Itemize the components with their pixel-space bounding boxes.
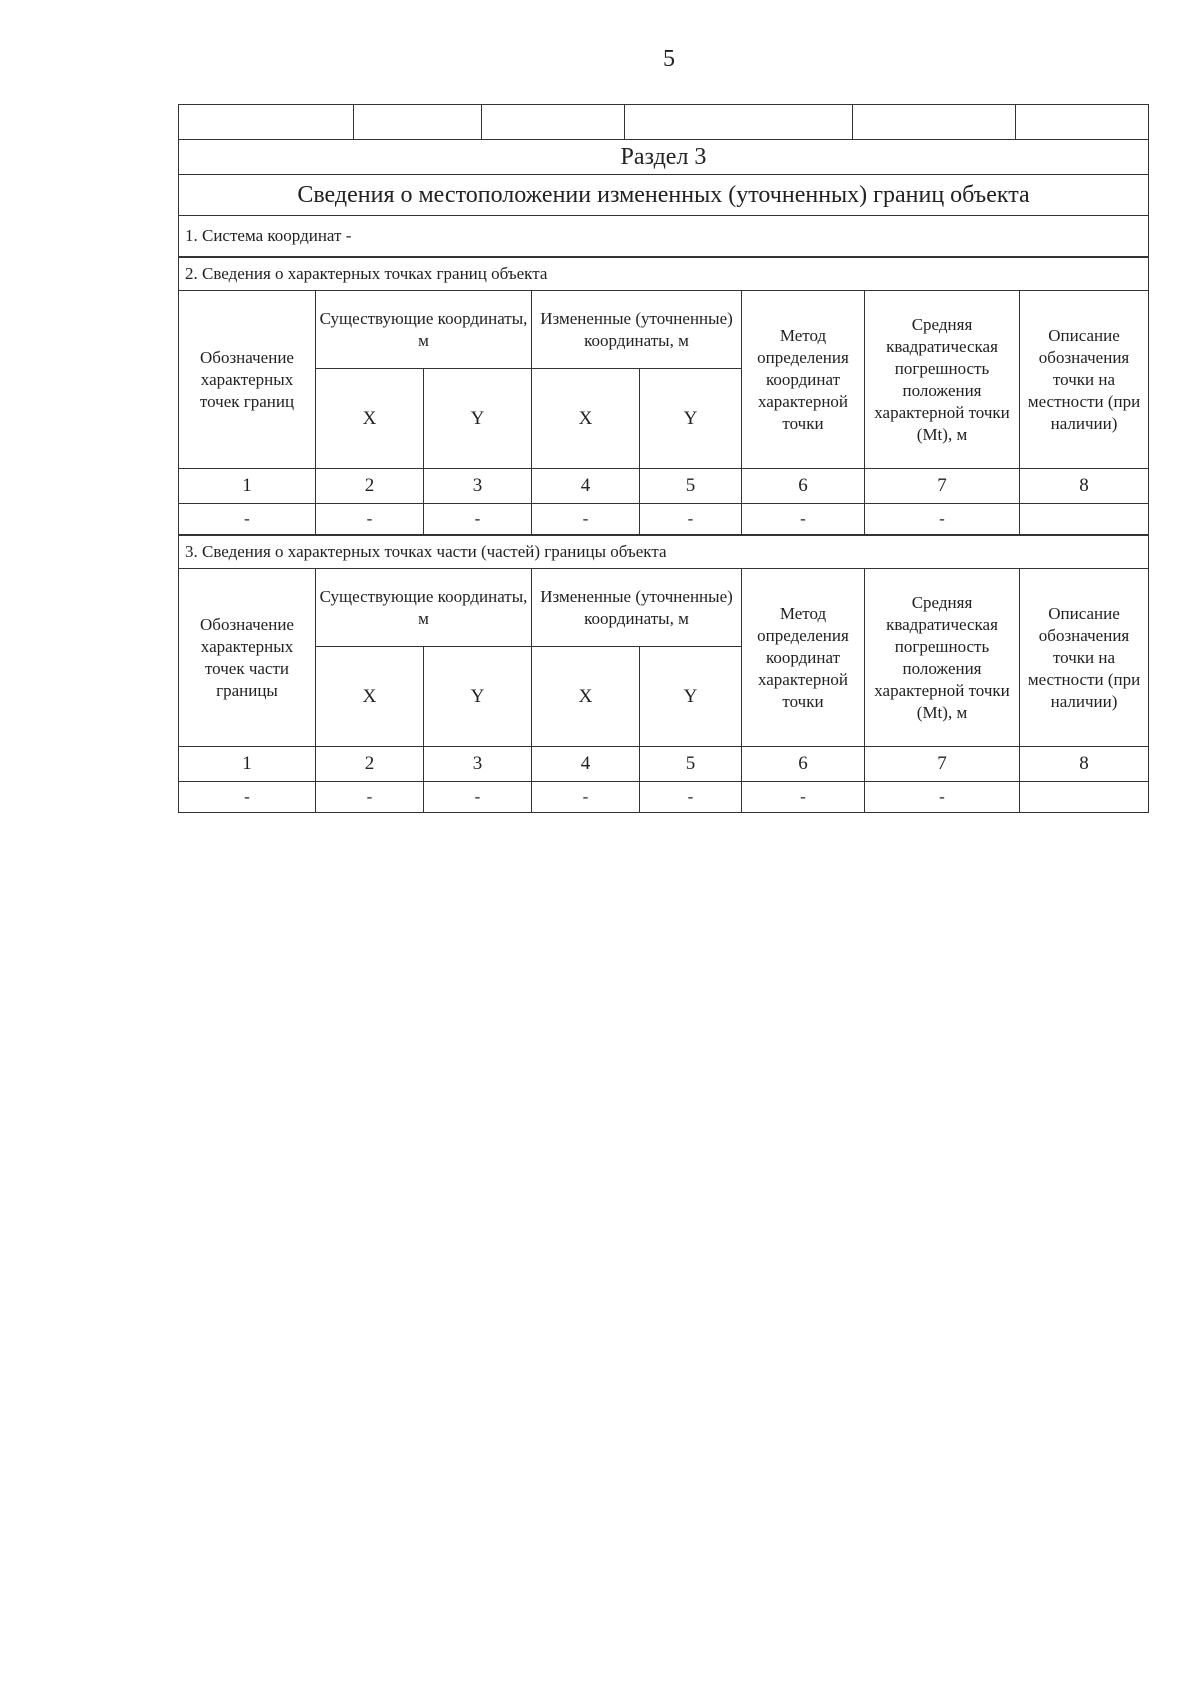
col-point-description: Описание обозначения точки на местности (при наличии) — [1020, 291, 1149, 469]
col-existing-y: Y — [424, 369, 532, 469]
col-changed-x: X — [532, 647, 640, 747]
col-existing-coords: Существующие координаты, м — [316, 569, 532, 647]
section-title: Раздел 3 — [179, 140, 1149, 175]
col-existing-x: X — [316, 647, 424, 747]
table-cell: - — [316, 782, 424, 813]
column-number: 1 — [179, 747, 316, 782]
column-number: 8 — [1020, 469, 1149, 504]
col-mean-square-error: Средняя квадратическая погрешность положения характерной точки (Mt), м — [865, 569, 1020, 747]
empty-cell — [1016, 105, 1149, 140]
col-changed-coords: Измененные (уточненные) координаты, м — [532, 569, 742, 647]
col-existing-y: Y — [424, 647, 532, 747]
col-changed-y: Y — [640, 369, 742, 469]
column-numbers-row — [179, 747, 1149, 782]
table-cell: - — [742, 504, 865, 535]
table-cell: - — [865, 782, 1020, 813]
col-method: Метод определения координат характерной точки — [742, 291, 865, 469]
table-cell: - — [179, 504, 316, 535]
table-cell: - — [316, 504, 424, 535]
table-cell: - — [532, 504, 640, 535]
section-3-document — [178, 104, 1148, 813]
empty-cell — [625, 105, 853, 140]
boundary-part-points-table — [178, 535, 1149, 813]
section-header-table — [178, 104, 1149, 257]
column-number: 4 — [532, 469, 640, 504]
empty-cell — [354, 105, 482, 140]
column-number: 1 — [179, 469, 316, 504]
col-method: Метод определения координат характерной точки — [742, 569, 865, 747]
table-cell: - — [532, 782, 640, 813]
table-cell: - — [424, 782, 532, 813]
column-numbers-row — [179, 469, 1149, 504]
empty-cell — [482, 105, 625, 140]
table-cell: - — [640, 782, 742, 813]
table-cell: - — [179, 782, 316, 813]
column-number: 7 — [865, 747, 1020, 782]
table-cell: - — [640, 504, 742, 535]
table-cell — [1020, 504, 1149, 535]
empty-cell — [179, 105, 354, 140]
col-changed-coords: Измененные (уточненные) координаты, м — [532, 291, 742, 369]
column-number: 5 — [640, 469, 742, 504]
col-point-designation: Обозначение характерных точек части границы — [179, 569, 316, 747]
column-number: 2 — [316, 469, 424, 504]
block1-title: 2. Сведения о характерных точках границ объекта — [179, 258, 1149, 291]
table-cell — [1020, 782, 1149, 813]
empty-cell — [853, 105, 1016, 140]
col-existing-coords: Существующие координаты, м — [316, 291, 532, 369]
table-cell: - — [865, 504, 1020, 535]
col-mean-square-error: Средняя квадратическая погрешность положения характерной точки (Mt), м — [865, 291, 1020, 469]
column-number: 4 — [532, 747, 640, 782]
column-number: 6 — [742, 747, 865, 782]
coordinate-system-row: 1. Система координат - — [179, 216, 1149, 257]
section-subtitle: Сведения о местоположении измененных (уточненных) границ объекта — [179, 175, 1149, 216]
page-number: 5 — [663, 46, 675, 72]
col-changed-x: X — [532, 369, 640, 469]
block2-title: 3. Сведения о характерных точках части (частей) границы объекта — [179, 536, 1149, 569]
column-number: 7 — [865, 469, 1020, 504]
table-row — [179, 782, 1149, 813]
column-number: 6 — [742, 469, 865, 504]
column-number: 3 — [424, 469, 532, 504]
table-cell: - — [742, 782, 865, 813]
boundary-points-table — [178, 257, 1149, 535]
empty-carryover-row — [179, 105, 1149, 140]
col-existing-x: X — [316, 369, 424, 469]
col-point-designation: Обозначение характерных точек границ — [179, 291, 316, 469]
col-point-description: Описание обозначения точки на местности (при наличии) — [1020, 569, 1149, 747]
col-changed-y: Y — [640, 647, 742, 747]
table-row — [179, 504, 1149, 535]
column-number: 5 — [640, 747, 742, 782]
column-number: 2 — [316, 747, 424, 782]
table-cell: - — [424, 504, 532, 535]
column-number: 8 — [1020, 747, 1149, 782]
column-number: 3 — [424, 747, 532, 782]
